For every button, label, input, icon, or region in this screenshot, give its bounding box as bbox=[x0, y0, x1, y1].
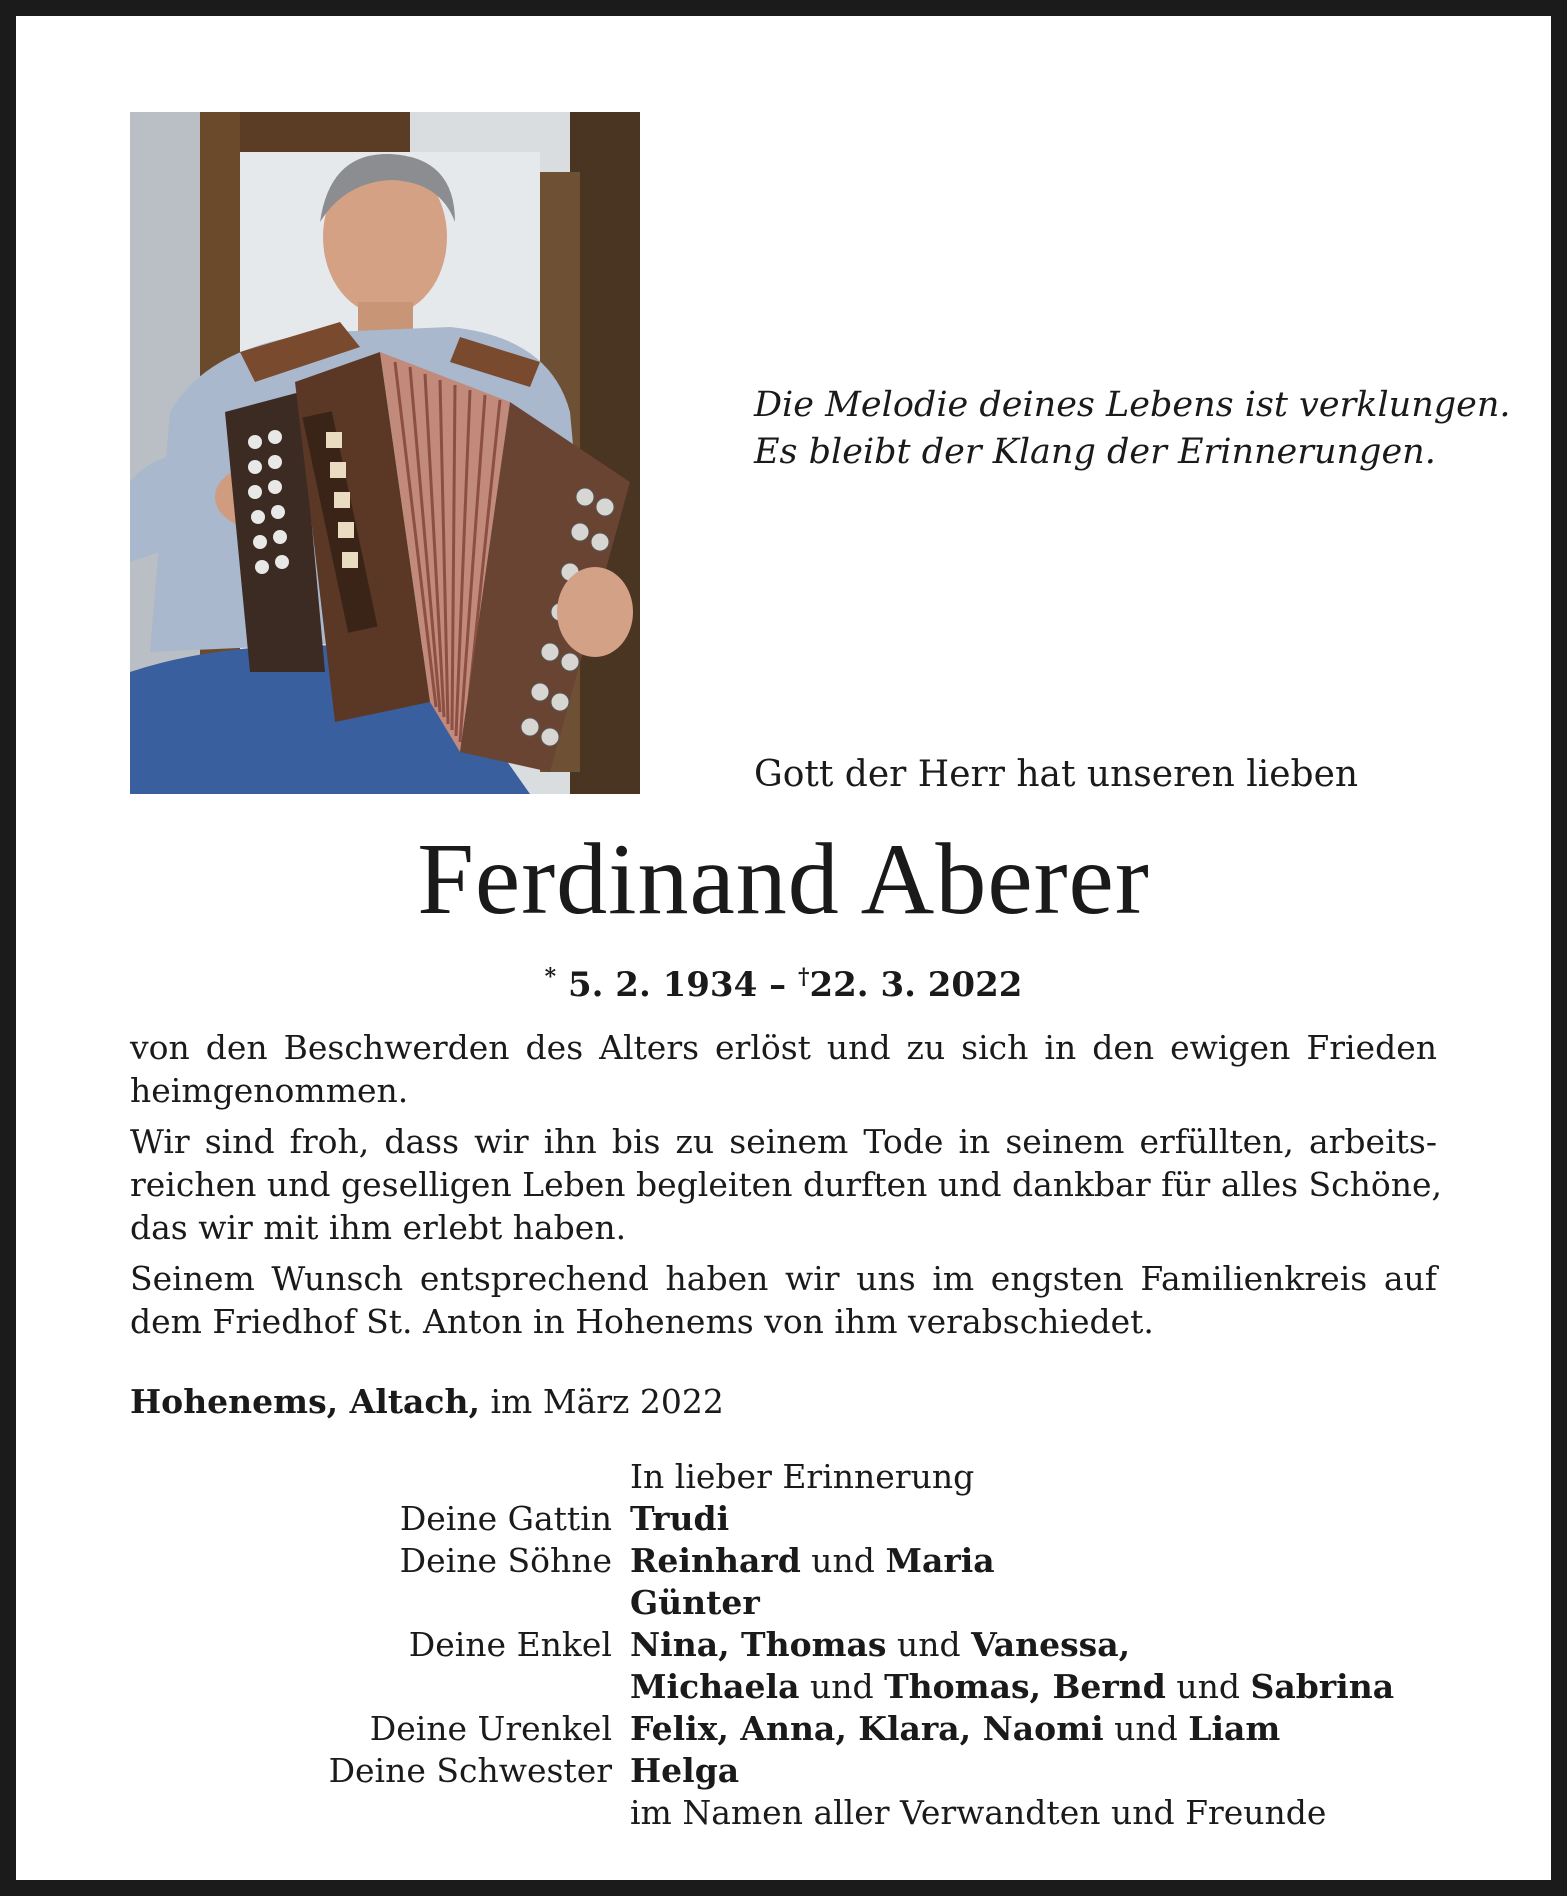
family-row-sons-2 bbox=[130, 1582, 1437, 1624]
place-date: im März 2022 bbox=[490, 1382, 724, 1421]
family-member: Sabrina bbox=[1250, 1667, 1395, 1706]
relation-names bbox=[630, 1750, 739, 1792]
family-member: Günter bbox=[630, 1583, 760, 1622]
family-row-spouse bbox=[130, 1498, 1437, 1540]
memorial-quote bbox=[754, 382, 1511, 476]
body-line: Seinem Wunsch entsprechend haben wir uns im engsten Familienkreis auf bbox=[130, 1259, 1437, 1298]
body-line: von den Beschwerden des Alters erlöst und zu sich in den ewigen Frieden bbox=[130, 1028, 1437, 1067]
deceased-name: Ferdinand Aberer bbox=[417, 823, 1150, 936]
family-list bbox=[130, 1456, 1437, 1834]
family-member: Maria bbox=[885, 1541, 995, 1580]
intro-text: Gott der Herr hat unseren lieben bbox=[754, 754, 1359, 795]
quote-line-1: Die Melodie deines Lebens ist verklungen. bbox=[754, 385, 1511, 425]
life-dates bbox=[0, 954, 1567, 1008]
relation-names bbox=[630, 1540, 995, 1582]
family-row-sons bbox=[130, 1540, 1437, 1582]
family-closing-row bbox=[130, 1792, 1437, 1834]
body-line: das wir mit ihm erlebt haben. bbox=[130, 1208, 627, 1247]
body-line: heimgenommen. bbox=[130, 1071, 409, 1110]
relation-names bbox=[630, 1666, 1394, 1708]
place-and-date bbox=[130, 1380, 724, 1424]
quote-line-2: Es bleibt der Klang der Erinnerungen. bbox=[754, 432, 1436, 472]
accordion-player-image bbox=[130, 112, 640, 794]
birth-date: 5. 2. 1934 bbox=[567, 965, 758, 1005]
family-member: Helga bbox=[630, 1751, 740, 1790]
death-date: 22. 3. 2022 bbox=[809, 965, 1023, 1005]
body-line: dem Friedhof St. Anton in Hohenems von ihm verabschiedet. bbox=[130, 1302, 1154, 1341]
conjunction: und bbox=[811, 1541, 875, 1580]
family-heading-row bbox=[130, 1456, 1437, 1498]
relation-label: Deine Söhne bbox=[399, 1541, 612, 1580]
family-member: Vanessa, bbox=[971, 1625, 1131, 1664]
death-symbol: † bbox=[797, 964, 810, 990]
body-paragraph-1 bbox=[130, 1026, 1437, 1112]
body-paragraph-3 bbox=[130, 1257, 1437, 1343]
conjunction: und bbox=[809, 1667, 874, 1706]
birth-symbol: * bbox=[544, 964, 557, 990]
relation-label: Deine Gattin bbox=[399, 1499, 612, 1538]
family-row-sister bbox=[130, 1750, 1437, 1792]
obituary-body bbox=[130, 1026, 1443, 1351]
family-member: Thomas, Bernd bbox=[884, 1667, 1166, 1706]
place-names: Hohenems, Altach, bbox=[130, 1382, 480, 1421]
family-member: Liam bbox=[1188, 1709, 1281, 1748]
date-separator: – bbox=[769, 965, 787, 1005]
conjunction: und bbox=[1114, 1709, 1178, 1748]
family-row-grandchildren bbox=[130, 1624, 1437, 1666]
family-heading: In lieber Erinnerung bbox=[630, 1457, 975, 1496]
relation-names bbox=[630, 1582, 760, 1624]
relation-names bbox=[630, 1624, 1130, 1666]
body-line: reichen und geselligen Leben begleiten durften und dankbar für alles Schöne, bbox=[130, 1165, 1443, 1204]
portrait-photo bbox=[130, 112, 640, 794]
conjunction: und bbox=[1176, 1667, 1240, 1706]
family-member: Trudi bbox=[630, 1499, 730, 1538]
family-row-great-grandchildren bbox=[130, 1708, 1437, 1750]
relation-label: Deine Schwester bbox=[328, 1751, 612, 1790]
family-closing: im Namen aller Verwandten und Freunde bbox=[630, 1793, 1327, 1832]
family-member: Reinhard bbox=[630, 1541, 801, 1580]
relation-label: Deine Enkel bbox=[408, 1625, 612, 1664]
family-member: Felix, Anna, Klara, Naomi bbox=[630, 1709, 1104, 1748]
conjunction: und bbox=[897, 1625, 961, 1664]
relation-names bbox=[630, 1498, 729, 1540]
body-paragraph-2 bbox=[130, 1120, 1443, 1249]
family-member: Michaela bbox=[630, 1667, 800, 1706]
family-row-grandchildren-2 bbox=[130, 1666, 1437, 1708]
relation-names bbox=[630, 1708, 1280, 1750]
family-member: Nina, Thomas bbox=[630, 1625, 887, 1664]
relation-label: Deine Urenkel bbox=[369, 1709, 612, 1748]
body-line: Wir sind froh, dass wir ihn bis zu seinem Tode in seinem erfüllten, arbeits- bbox=[130, 1122, 1437, 1161]
